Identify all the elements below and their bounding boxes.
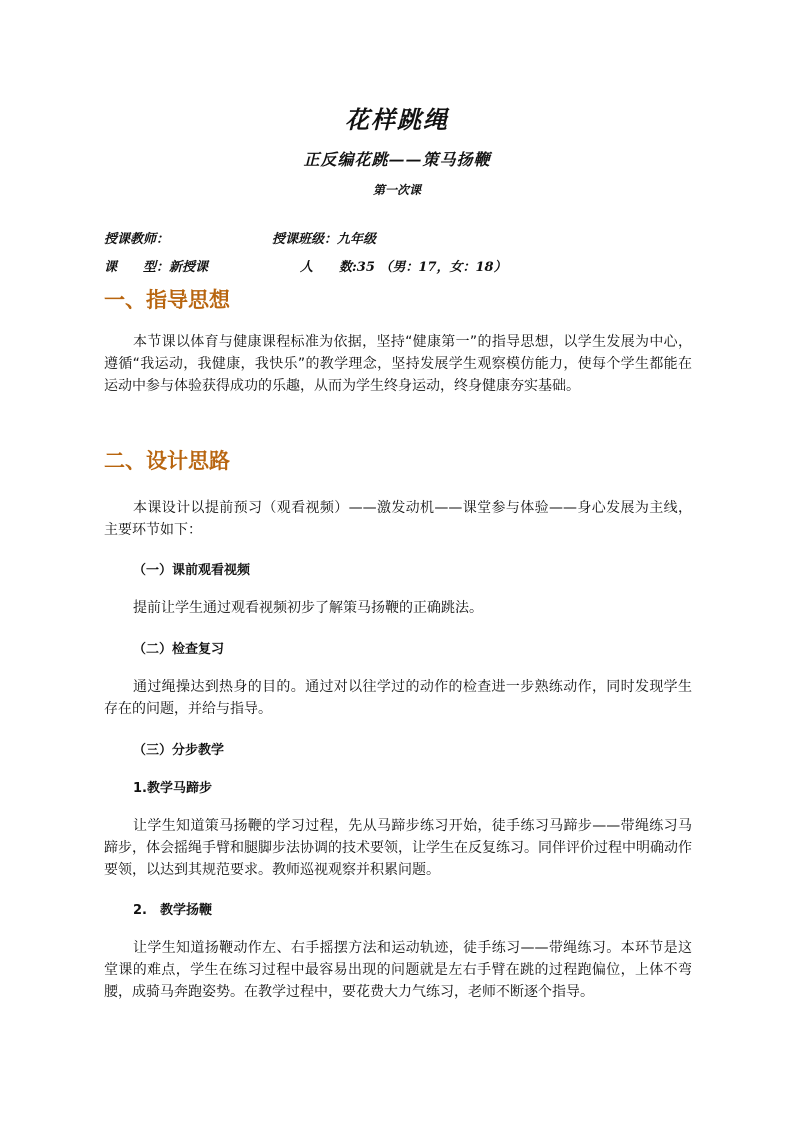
step-title-horse-step: 1.教学马蹄步 bbox=[133, 781, 212, 796]
step-text-review: 通过绳操达到热身的目的。通过对以往学过的动作的检查进一步熟练动作，同时发现学生存在的问题，并给与指导。 bbox=[104, 679, 692, 717]
class-label: 授课班级：九年级 bbox=[272, 232, 377, 247]
step-title-review: （二）检查复习 bbox=[133, 642, 225, 657]
step-title-stepwise: （三）分步教学 bbox=[133, 743, 225, 758]
section-text-guiding: 本节课以体育与健康课程标准为依据，坚持“健康第一”的指导思想，以学生发展为中心，遵循“我运动，我健康，我快乐”的教学理念，坚持发展学生观察模仿能力，使每个学生都能在运动中参与体验获得成功的乐趣，从而为学生终身运动，终身健康夯实基础。 bbox=[104, 334, 692, 394]
lesson-label: 第一次课 bbox=[372, 183, 421, 197]
step-title-preview: （一）课前观看视频 bbox=[133, 563, 251, 578]
step-title-whip: 2. 教学扬鞭 bbox=[133, 903, 212, 918]
student-count-label: 人 数:35 （男：17，女：18） bbox=[300, 260, 507, 275]
step-text-preview: 提前让学生通过观看视频初步了解策马扬鞭的正确跳法。 bbox=[133, 600, 483, 616]
section-text-design: 本课设计以提前预习（观看视频）——激发动机——课堂参与体验——身心发展为主线，主要环节如下： bbox=[104, 500, 692, 538]
document-title: 花样跳绳 bbox=[345, 105, 449, 134]
document-subtitle: 正反编花跳——策马扬鞭 bbox=[303, 150, 491, 169]
step-text-horse-step: 让学生知道策马扬鞭的学习过程，先从马蹄步练习开始，徒手练习马蹄步——带绳练习马蹄步，体会摇绳手臂和腿脚步法协调的技术要领，让学生在反复练习。同伴评价过程中明确动作要领，以达到其规范要求。教师巡视观察并积累问题。 bbox=[104, 818, 692, 878]
section-heading-design: 二、设计思路 bbox=[104, 449, 230, 473]
section-heading-guiding: 一、指导思想 bbox=[104, 288, 230, 312]
type-label: 课 型：新授课 bbox=[104, 260, 209, 275]
step-text-whip: 让学生知道扬鞭动作左、右手摇摆方法和运动轨迹，徒手练习——带绳练习。本环节是这堂课的难点，学生在练习过程中最容易出现的问题就是左右手臂在跳的过程跑偏位，上体不弯腰，成骑马奔跑姿势。在教学过程中，要花费大力气练习，老师不断逐个指导。 bbox=[104, 940, 692, 1000]
teacher-label: 授课教师： bbox=[104, 232, 170, 247]
